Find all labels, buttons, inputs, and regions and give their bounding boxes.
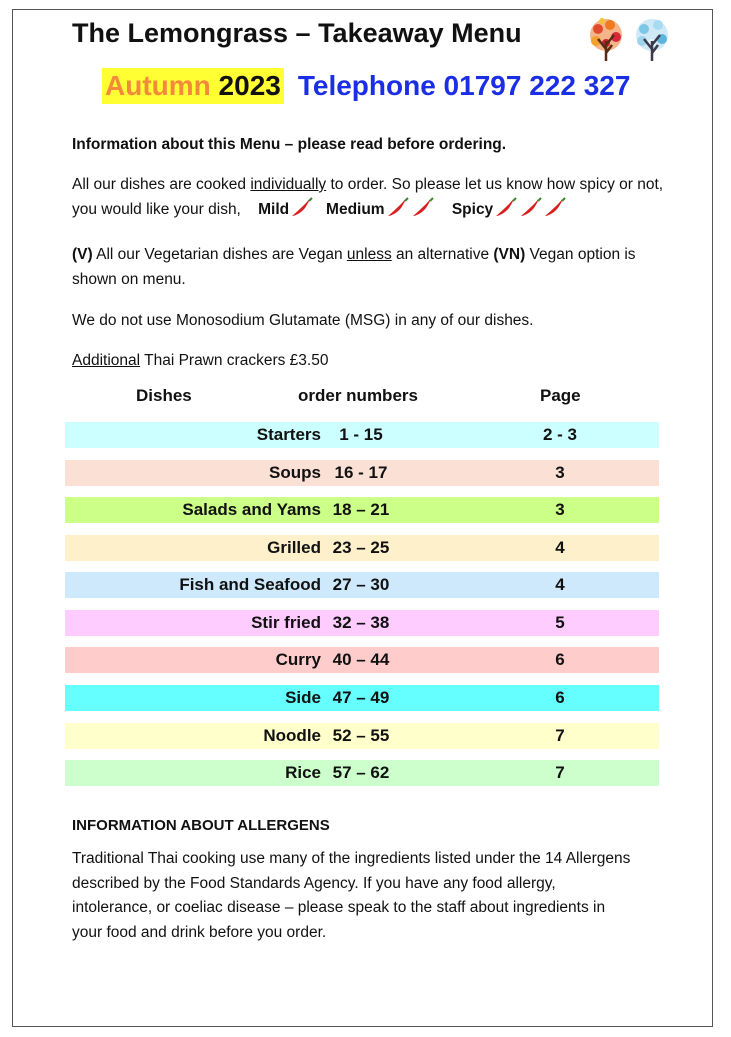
spice-paragraph [72,172,670,227]
row-page: 2 - 3 [542,425,578,444]
chili-pepper-icon [385,197,435,227]
table-row [65,572,659,598]
spice-spicy-label: Spicy [451,201,494,218]
vegan-tag: (VN) [493,246,526,263]
column-header-page: Page [540,386,581,405]
row-page: 6 [555,650,565,669]
table-row [65,497,659,523]
page-title: The Lemongrass – Takeaway Menu [72,18,522,48]
spice-text-b: to order. So please let us know how spicy or not, you would like your dish, [72,176,664,218]
msg-note: We do not use Monosodium Glutamate (MSG) in any of our dishes. [72,312,534,329]
row-dish: Starters [256,425,321,444]
vegan-text-c: Vegan option is shown on menu. [72,246,636,288]
row-page: 6 [555,688,565,707]
row-order-numbers: 47 – 49 [332,688,390,707]
table-row [65,422,659,448]
row-dish: Salads and Yams [182,500,321,519]
table-row [65,647,659,673]
row-dish: Noodle [263,726,321,745]
row-page: 3 [555,500,565,519]
row-order-numbers: 23 – 25 [332,538,390,557]
row-page: 3 [555,463,565,482]
row-page: 4 [555,575,565,594]
chili-pepper-icon [493,197,567,227]
table-row [65,535,659,561]
vegan-text-b: an alternative [391,246,494,263]
row-dish: Curry [275,650,321,669]
info-heading: Information about this Menu – please read before ordering. [72,136,507,153]
row-page: 7 [555,763,565,782]
row-order-numbers: 40 – 44 [332,650,390,669]
row-order-numbers: 16 - 17 [334,463,388,482]
row-order-numbers: 32 – 38 [332,613,390,632]
prawn-crackers-price: Thai Prawn crackers £3.50 [140,352,329,369]
vegan-text-underlined: unless [346,246,392,263]
row-page: 5 [555,613,565,632]
row-page: 4 [555,538,565,557]
vegan-paragraph [72,242,670,292]
row-dish: Grilled [267,538,321,557]
row-dish: Soups [269,463,321,482]
twin-trees-icon [582,15,677,63]
prawn-crackers-note [72,348,672,373]
table-row [65,760,659,786]
vegan-text-a: All our Vegetarian dishes are Vegan [92,246,347,263]
row-dish: Rice [285,763,321,782]
chili-pepper-icon [289,197,313,227]
row-order-numbers: 18 – 21 [332,500,390,519]
allergens-heading: INFORMATION ABOUT ALLERGENS [72,817,330,834]
row-order-numbers: 57 – 62 [332,763,390,782]
row-order-numbers: 1 - 15 [339,425,383,444]
table-row [65,460,659,486]
row-order-numbers: 27 – 30 [332,575,390,594]
subtitle [102,68,630,104]
row-order-numbers: 52 – 55 [332,726,390,745]
row-dish: Fish and Seafood [179,575,321,594]
row-dish: Stir fried [251,613,321,632]
season-badge [102,68,284,104]
allergens-text: Traditional Thai cooking use many of the ingredients listed under the 14 Allergens described by the Food Standards Agency. If you have any food allergy, intolerance, or coeliac disease – please speak to the staff about ingredients in your food and drink before you order. [72,850,631,941]
spice-medium-label: Medium [326,201,385,218]
table-row [65,723,659,749]
vegetarian-tag: (V) [72,246,93,263]
column-header-order-numbers: order numbers [298,386,418,405]
season-year: 2023 [218,70,281,101]
season-word: Autumn [105,70,211,101]
spice-text-underlined: individually [250,176,327,193]
column-header-dishes: Dishes [136,386,192,405]
spice-text-a: All our dishes are cooked [72,176,251,193]
row-page: 7 [555,726,565,745]
telephone-number: Telephone 01797 222 327 [297,70,631,101]
table-row [65,610,659,636]
table-row [65,685,659,711]
row-dish: Side [285,688,321,707]
spice-mild-label: Mild [258,201,290,218]
additional-label: Additional [72,352,141,369]
